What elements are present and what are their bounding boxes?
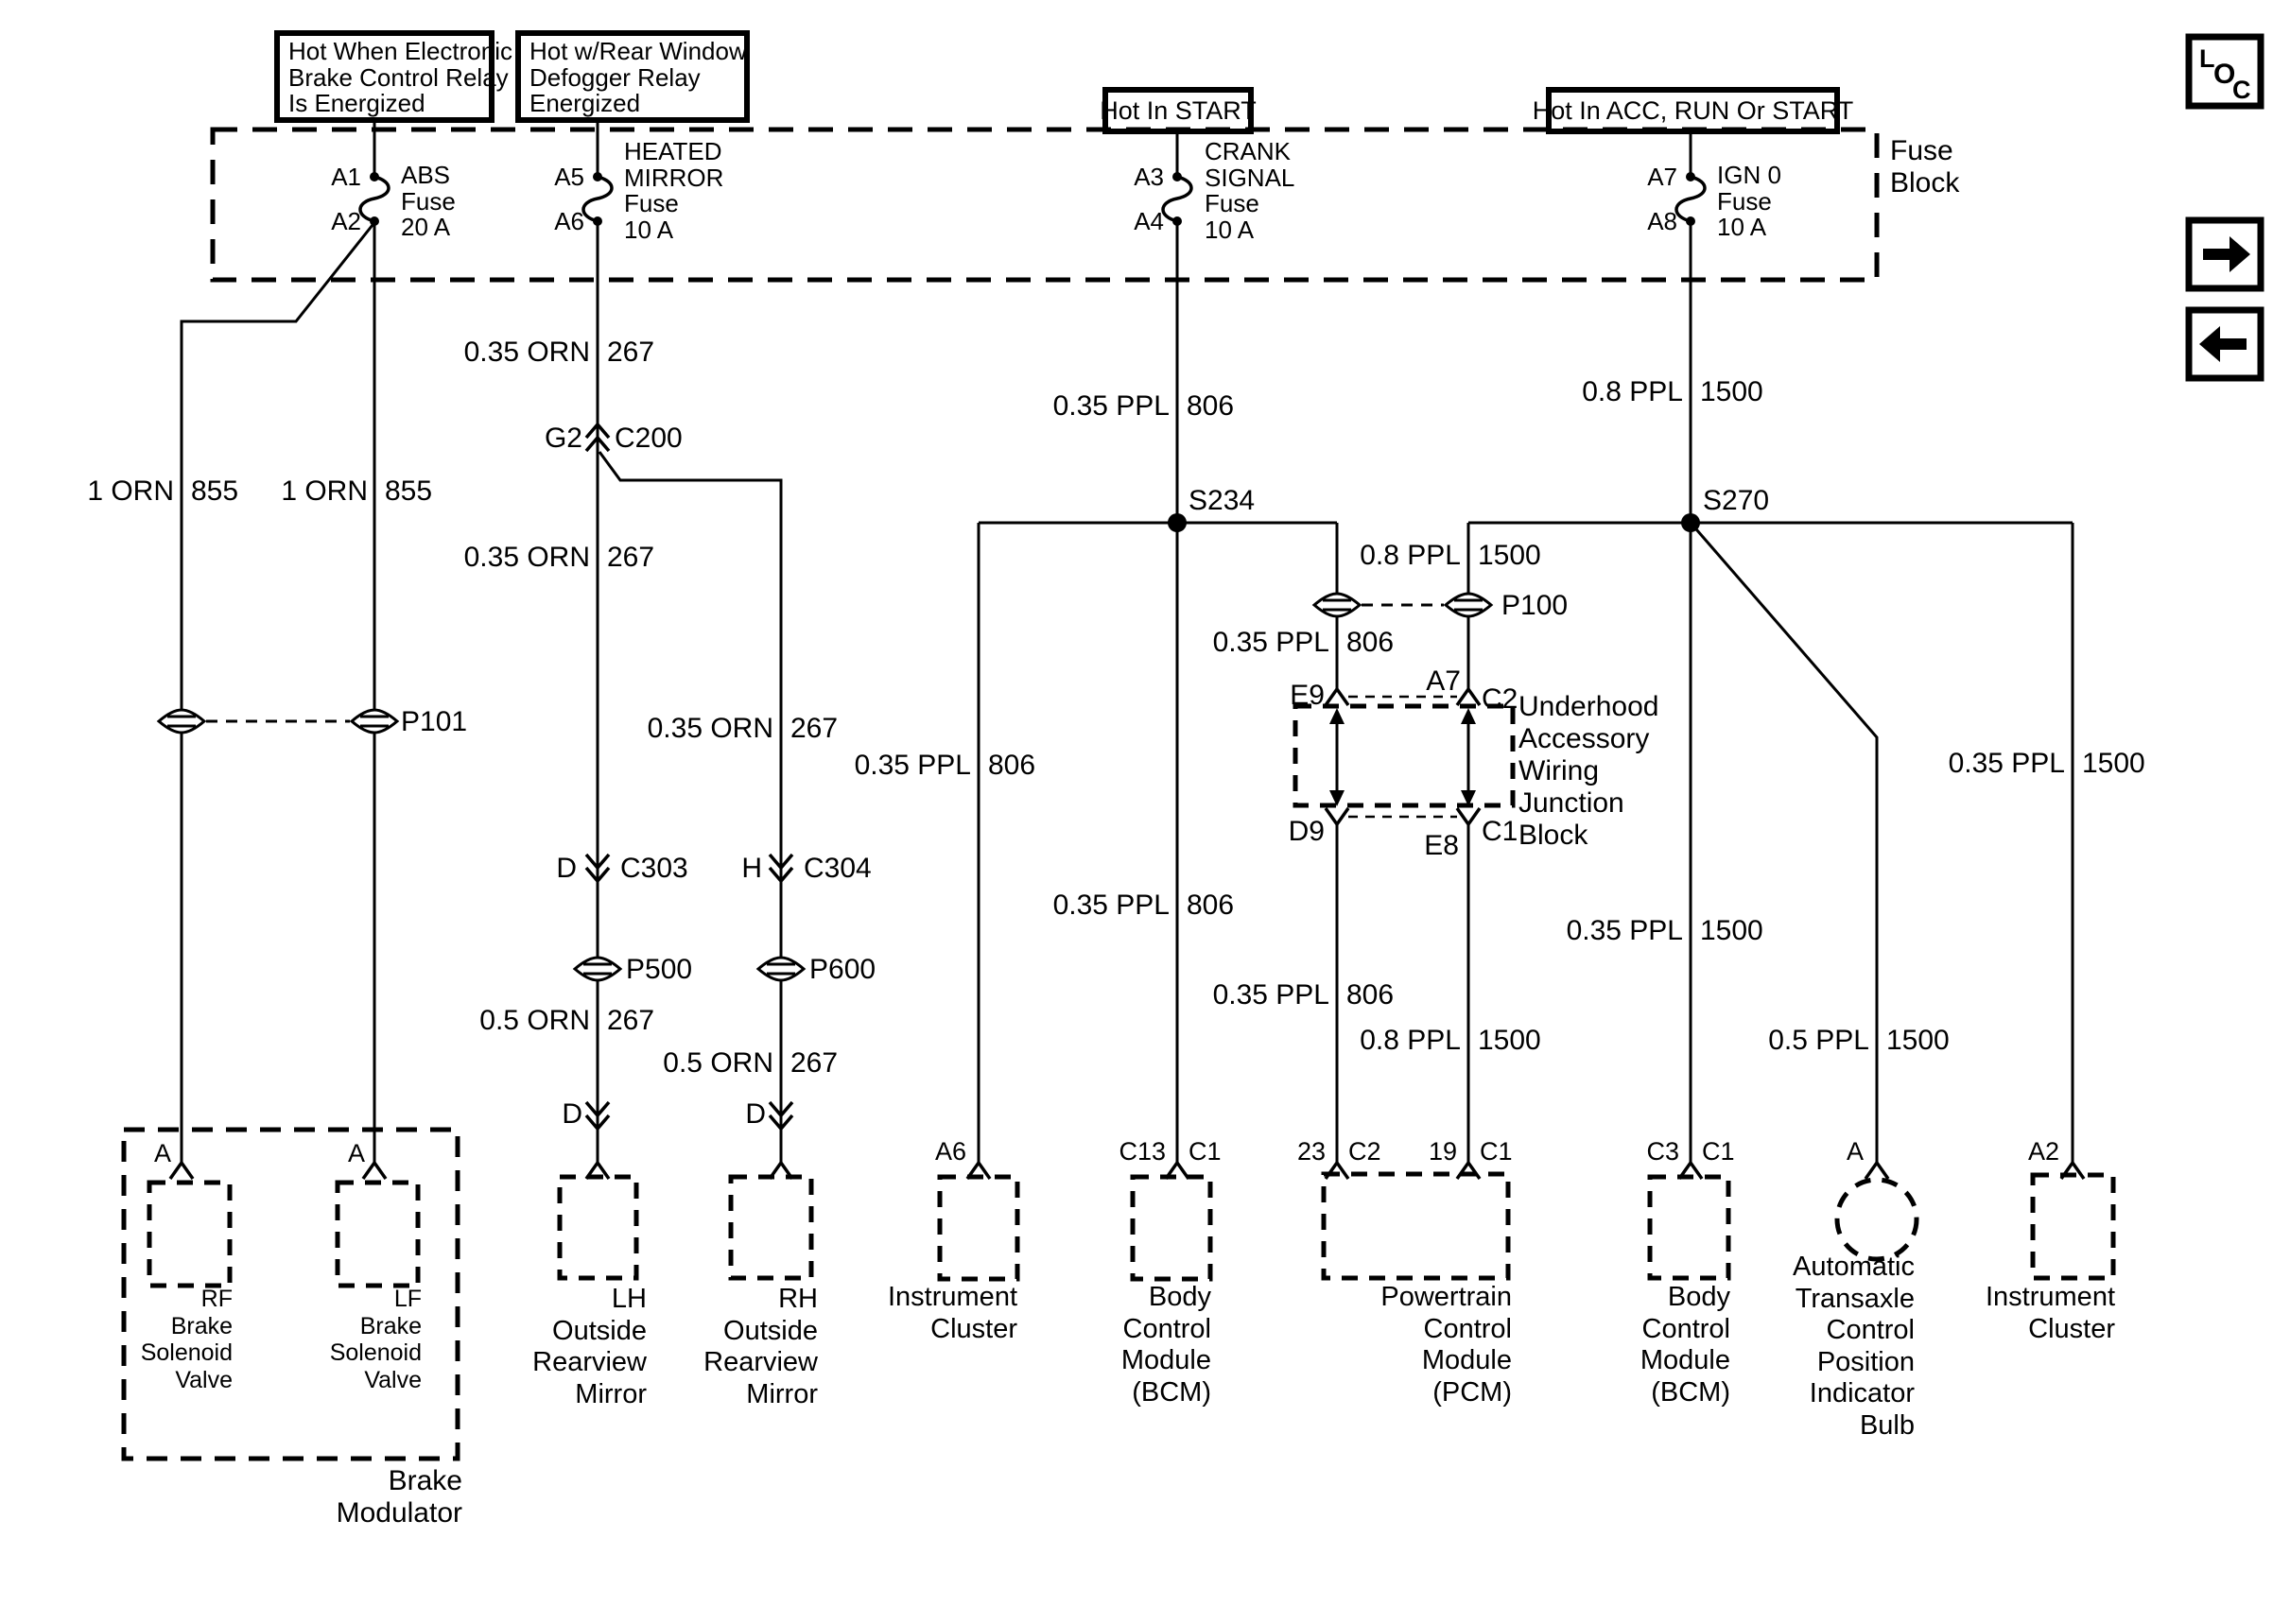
fuse-ign-terminal-bot: A8 xyxy=(1647,207,1677,235)
grommet-p600 xyxy=(758,958,804,980)
lf-solenoid-box xyxy=(338,1183,418,1286)
fuse-block-label: Fuse Block xyxy=(1890,135,1960,199)
wires xyxy=(182,117,2073,1167)
junction-a7-label: A7 xyxy=(1426,665,1461,697)
bcm-box xyxy=(1133,1177,1210,1279)
wire-label-gauge: 0.35 PPL xyxy=(1052,890,1170,921)
terminal-d-rh: D xyxy=(745,1098,766,1130)
terminal-c2: C2 xyxy=(1348,1137,1381,1166)
fuse-abs-terminal-bot: A2 xyxy=(331,207,361,235)
wire-label-gauge: 0.8 PPL xyxy=(1582,376,1683,407)
terminal-chevron-rf xyxy=(170,1163,193,1179)
grommet-p100-left xyxy=(1314,594,1360,616)
terminal-chevron-bcm xyxy=(1166,1163,1189,1179)
wire-label-gauge: 0.8 PPL xyxy=(1360,1025,1461,1056)
wire-label-circuit: 267 xyxy=(790,713,839,744)
splice-s234-label: S234 xyxy=(1189,485,1256,516)
junction-chevron-d9 xyxy=(1326,808,1348,824)
connector-p101-label: P101 xyxy=(401,706,468,737)
connector-d-label: D xyxy=(556,853,577,884)
fuse-symbol-crank xyxy=(1163,177,1191,221)
wire-label-gauge: 0.35 PPL xyxy=(1566,915,1683,946)
grommet-p101-right xyxy=(352,710,397,733)
terminal-c1: C1 xyxy=(1702,1137,1735,1166)
fuse-crank-terminal-top: A3 xyxy=(1134,163,1164,191)
lf-solenoid-label: LF Brake Solenoid Valve xyxy=(329,1286,422,1393)
junction-e9-label: E9 xyxy=(1290,680,1325,711)
terminal-a6: A6 xyxy=(934,1137,966,1166)
terminal-a-bulb: A xyxy=(1846,1137,1864,1166)
wire-label-gauge: 0.35 ORN xyxy=(463,337,590,368)
connector-p500-label: P500 xyxy=(626,954,693,985)
wire-label-circuit: 1500 xyxy=(1700,376,1763,407)
instrument-cluster2-label: Instrument Cluster xyxy=(1986,1282,2115,1344)
connector-c304-label: C304 xyxy=(804,853,872,884)
wire-label-circuit: 855 xyxy=(191,475,239,507)
connector-chevrons xyxy=(170,424,2084,1179)
wire-rf-solenoid xyxy=(182,225,373,1167)
fuse-block-outline xyxy=(213,130,1877,280)
grommet-p100-right xyxy=(1446,594,1491,616)
wire-label-circuit: 1500 xyxy=(2082,748,2145,779)
fuse-heated-name: HEATED MIRROR Fuse 10 A xyxy=(624,137,724,244)
brake-modulator-label: Brake Modulator xyxy=(336,1465,462,1529)
junction-chevron-c1 xyxy=(1457,808,1480,824)
terminal-a-rf: A xyxy=(153,1139,171,1167)
relay-callout-text: Hot When Electronic Brake Control Relay Is Energized xyxy=(288,37,512,117)
loc-letter-l[interactable]: L xyxy=(2199,44,2215,73)
instrument-cluster-label: Instrument Cluster xyxy=(888,1282,1017,1344)
grommet-p500 xyxy=(575,958,620,980)
junction-arrowheads xyxy=(1329,708,1476,806)
wire-label-gauge: 0.35 PPL xyxy=(1948,748,2065,779)
acc-callout-text: Hot In ACC, RUN Or START xyxy=(1532,96,1854,125)
instrument-cluster-box xyxy=(940,1177,1017,1279)
left-arrow-icon[interactable] xyxy=(2199,326,2247,362)
wire-label-gauge: 0.5 ORN xyxy=(479,1005,590,1036)
wire-label-gauge: 0.35 PPL xyxy=(1052,390,1170,422)
connector-p100-label: P100 xyxy=(1501,590,1569,621)
atc-bulb-label: Automatic Transaxle Control Position Indicator Bulb xyxy=(1793,1252,1915,1441)
wire-label-circuit: 267 xyxy=(607,542,655,573)
wire-label-circuit: 267 xyxy=(607,337,655,368)
bcm-label: Body Control Module (BCM) xyxy=(1120,1282,1211,1408)
wire-label-circuit: 1500 xyxy=(1886,1025,1950,1056)
wire-label-circuit: 855 xyxy=(385,475,433,507)
instrument-cluster2-box xyxy=(2033,1175,2113,1278)
terminal-c13: C13 xyxy=(1119,1137,1166,1166)
fuse-symbol-ign xyxy=(1676,177,1705,221)
wire-label-circuit: 806 xyxy=(1187,890,1235,921)
wire-label-gauge: 0.35 PPL xyxy=(1212,979,1329,1011)
terminal-23: 23 xyxy=(1296,1137,1326,1166)
defogger-callout-text: Hot w/Rear Window Defogger Relay Energized xyxy=(529,37,747,117)
wire-label-gauge: 0.8 PPL xyxy=(1360,540,1461,571)
terminal-chevron-lf xyxy=(363,1163,386,1179)
splice-s270-dot xyxy=(1681,513,1700,532)
junction-e8-label: E8 xyxy=(1424,830,1459,861)
lh-mirror-box xyxy=(560,1177,636,1278)
fuse-abs-terminal-top: A1 xyxy=(331,163,361,191)
junction-chevron-e9 xyxy=(1326,689,1348,705)
connector-c200-label: C200 xyxy=(615,423,683,454)
fuse-ign-name: IGN 0 Fuse 10 A xyxy=(1717,161,1781,241)
wire-label-circuit: 1500 xyxy=(1700,915,1763,946)
wire-label-gauge: 0.5 ORN xyxy=(663,1047,773,1079)
wire-label-gauge: 0.35 ORN xyxy=(463,542,590,573)
bcm2-label: Body Control Module (BCM) xyxy=(1640,1282,1730,1408)
fuse-symbol-abs xyxy=(360,177,389,221)
fuse-abs-name: ABS Fuse 20 A xyxy=(401,161,456,241)
pcm-box xyxy=(1324,1174,1508,1278)
indicator-bulb-circle xyxy=(1837,1180,1917,1259)
fuse-symbol-heated xyxy=(583,177,612,221)
junction-c1-label: C1 xyxy=(1482,816,1518,847)
wire-label-circuit: 806 xyxy=(1346,979,1395,1011)
wire-label-gauge: 0.35 PPL xyxy=(854,750,971,781)
wire-label-circuit: 806 xyxy=(1346,627,1395,658)
fuse-ign-terminal-top: A7 xyxy=(1647,163,1677,191)
wire-label-gauge: 0.5 PPL xyxy=(1768,1025,1869,1056)
wire-label-circuit: 267 xyxy=(790,1047,839,1079)
splice-s234-dot xyxy=(1168,513,1187,532)
loc-letter-c[interactable]: C xyxy=(2232,76,2251,104)
junction-block-box xyxy=(1295,706,1513,805)
rh-mirror-label: RH Outside Rearview Mirror xyxy=(703,1284,818,1409)
rh-mirror-box xyxy=(731,1177,811,1278)
pcm-label: Powertrain Control Module (PCM) xyxy=(1380,1282,1512,1408)
wire-label-circuit: 267 xyxy=(607,1005,655,1036)
terminal-c3: C3 xyxy=(1646,1137,1679,1166)
right-arrow-icon[interactable] xyxy=(2203,236,2250,272)
wire-label-circuit: 806 xyxy=(1187,390,1235,422)
wire-label-circuit: 806 xyxy=(988,750,1036,781)
loc-letter-o[interactable]: O xyxy=(2213,59,2236,90)
junction-block-label: Underhood Accessory Wiring Junction Block xyxy=(1518,691,1659,851)
fuse-heated-terminal-top: A5 xyxy=(554,163,584,191)
terminal-a2: A2 xyxy=(2027,1137,2059,1166)
fuse-heated-terminal-bot: A6 xyxy=(554,207,584,235)
grommet-p101-left xyxy=(159,710,204,733)
wire-atc-bulb xyxy=(1691,523,1877,1164)
wire-label-circuit: 1500 xyxy=(1478,540,1541,571)
splice-s270-label: S270 xyxy=(1703,485,1770,516)
connector-h-label: H xyxy=(741,853,762,884)
fuse-crank-name: CRANK SIGNAL Fuse 10 A xyxy=(1205,137,1295,244)
terminal-c1: C1 xyxy=(1189,1137,1222,1166)
terminal-d-lh: D xyxy=(562,1098,582,1130)
module-boxes xyxy=(149,706,2113,1286)
junction-pair-lines xyxy=(1348,697,1457,817)
connector-g2-label: G2 xyxy=(544,423,582,454)
junction-d9-label: D9 xyxy=(1288,816,1325,847)
wire-label-gauge: 1 ORN xyxy=(87,475,174,507)
junction-c2-label: C2 xyxy=(1482,683,1518,715)
connector-pair-lines xyxy=(206,605,1444,721)
terminal-chevron-rh xyxy=(770,1163,792,1179)
terminal-c1: C1 xyxy=(1480,1137,1513,1166)
fuse-crank-terminal-bot: A4 xyxy=(1134,207,1164,235)
connector-c303-label: C303 xyxy=(620,853,688,884)
rf-solenoid-label: RF Brake Solenoid Valve xyxy=(140,1286,233,1393)
connector-p600-label: P600 xyxy=(809,954,876,985)
bcm2-box xyxy=(1650,1177,1728,1278)
wire-label-circuit: 1500 xyxy=(1478,1025,1541,1056)
lh-mirror-label: LH Outside Rearview Mirror xyxy=(532,1284,647,1409)
terminal-a-lf: A xyxy=(347,1139,365,1167)
terminal-19: 19 xyxy=(1428,1137,1457,1166)
rf-solenoid-box xyxy=(149,1183,230,1286)
wire-label-gauge: 0.35 PPL xyxy=(1212,627,1329,658)
wire-label-gauge: 1 ORN xyxy=(281,475,368,507)
wire-label-gauge: 0.35 ORN xyxy=(647,713,773,744)
start-callout-text: Hot In START xyxy=(1100,96,1257,125)
terminal-chevron-bulb xyxy=(1865,1163,1888,1179)
